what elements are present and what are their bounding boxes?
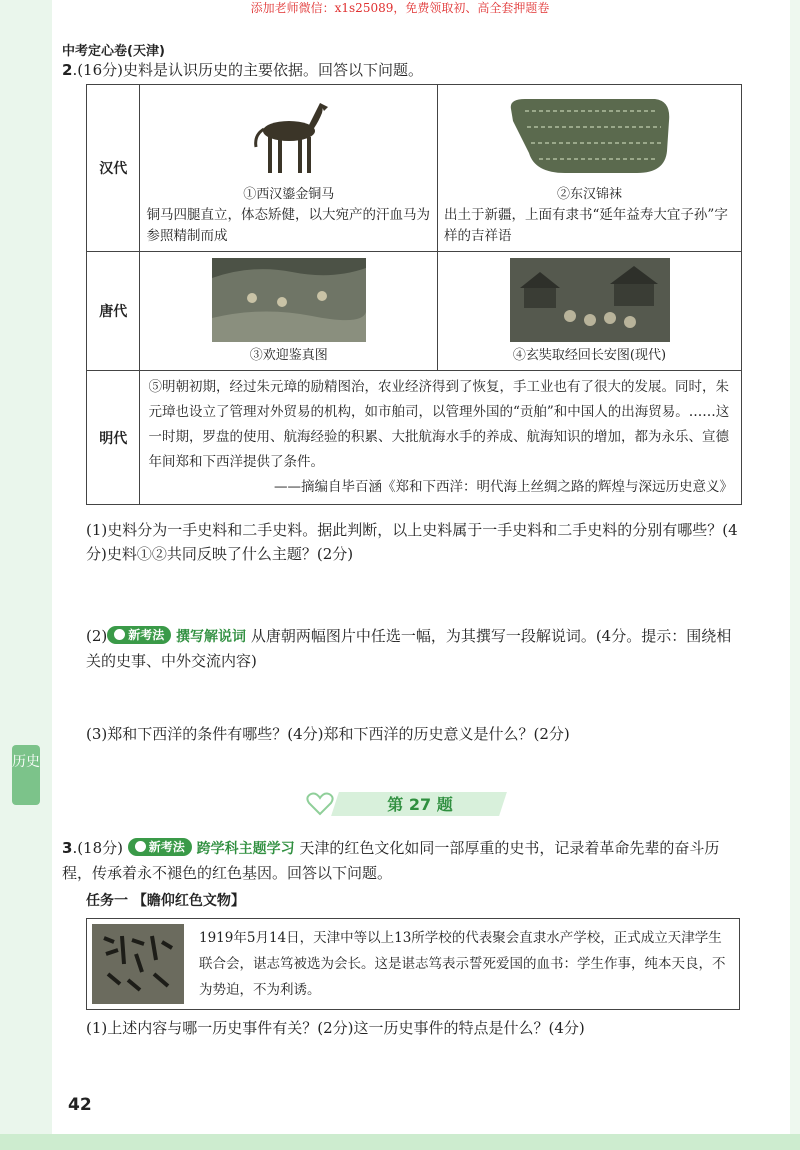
question-3-intro <box>62 836 742 885</box>
red-relic-box <box>86 918 740 1010</box>
question-2-intro <box>62 58 742 82</box>
section-title <box>305 788 505 818</box>
bronze-horse-image <box>244 91 334 181</box>
question-2-text: .(16分)史料是认识历史的主要依据。回答以下问题。 <box>72 61 423 79</box>
image-caption: ③欢迎鉴真图 <box>249 348 328 363</box>
jianzhen-welcome-image <box>212 258 366 342</box>
page-frame-right <box>790 0 800 1150</box>
watermark: 添加老师微信：x1s25089，免费领取初、高全套押题卷 <box>250 1 550 15</box>
badge-label: 新考法 <box>148 840 185 854</box>
question-score: .(18分) <box>72 839 123 857</box>
question-3-sub-1: (1)上述内容与哪一历史事件有关？(2分)这一历史事件的特点是什么？(4分) <box>86 1019 585 1037</box>
era-label: 汉代 <box>87 85 140 252</box>
question-number: 2 <box>62 61 73 79</box>
method-tag: 跨学科主题学习 <box>196 841 295 857</box>
source-citation: ——摘编自毕百涵《郑和下西洋：明代海上丝绸之路的辉煌与深远历史意义》 <box>274 479 733 495</box>
image-caption: ④玄奘取经回长安图(现代) <box>512 348 667 363</box>
table-row-tang <box>87 252 742 371</box>
badge-icon <box>135 841 146 852</box>
image-caption: ②东汉锦袜 <box>557 187 623 202</box>
page-frame-bottom <box>0 1134 800 1150</box>
relic-description: 1919年5月14日，天津中等以上13所学校的代表聚会直隶水产学校，正式成立天津学生联合会，谌志笃被选为会长。这是谌志笃表示誓死爱国的血书：学生作事，纯本天良，不为势迫，不为利诱。 <box>199 930 726 998</box>
source-cell-5 <box>140 371 742 505</box>
xuanzang-return-image <box>510 258 670 342</box>
header-title: 中考定心卷(天津) <box>62 44 165 59</box>
task-heading: 任务一 【瞻仰红色文物】 <box>86 893 245 909</box>
question-3-text: 天津的红色文化如同一部厚重的史书，记录着革命先辈的奋斗历程，传承着永不褪色的红色基因。回答以下问题。 <box>62 839 720 882</box>
new-method-badge <box>107 626 171 644</box>
era-label: 明代 <box>87 371 140 505</box>
sub-question-text: 从唐朝两幅图片中任选一幅，为其撰写一段解说词。(4分。提示：围绕相关的史事、中外交流内容) <box>86 627 732 670</box>
question-number: 3 <box>62 839 73 857</box>
new-method-badge <box>128 838 192 856</box>
question-2-sub-1: (1)史料分为一手史料和二手史料。据此判断，以上史料属于一手史料和二手史料的分别有哪些？(4分)史料①②共同反映了什么主题？(2分) <box>86 521 738 563</box>
ming-text: ⑤明朝初期，经过朱元璋的励精图治，农业经济得到了恢复，手工业也有了很大的发展。同时，朱元璋也设立了管理对外贸易的机构，如市舶司，以管理外国的“贡舶”和中国人的出海贸易。……这一时期，罗盘的使用、航海经验的积累、大批航海水手的养成、航海知识的增加，都为永乐、宣德年间郑和下西洋提供了条件。 <box>148 379 730 470</box>
subject-side-tab: 历史 <box>12 745 40 805</box>
sub-question-prefix: (2) <box>86 627 108 645</box>
source-cell-3 <box>140 252 438 371</box>
era-label: 唐代 <box>87 252 140 371</box>
image-description: 铜马四腿直立，体态矫健，以大宛产的汗血马为参照精制而成 <box>146 207 430 244</box>
source-table <box>86 84 742 505</box>
table-row-han <box>87 85 742 252</box>
section-title-text: 第 27 题 <box>387 795 453 814</box>
question-2-sub-2 <box>86 624 742 673</box>
page-number: 42 <box>68 1095 92 1115</box>
badge-icon <box>114 629 125 640</box>
image-description: 出土于新疆，上面有隶书“延年益寿大宜子孙”字样的吉祥语 <box>444 207 728 244</box>
image-caption: ①西汉鎏金铜马 <box>243 187 335 202</box>
brocade-sock-image <box>505 91 675 181</box>
blood-letter-image <box>92 924 184 1004</box>
question-2-sub-3: (3)郑和下西洋的条件有哪些？(4分)郑和下西洋的历史意义是什么？(2分) <box>86 725 570 743</box>
source-cell-1 <box>140 85 438 252</box>
method-tag: 撰写解说词 <box>176 629 247 645</box>
badge-label: 新考法 <box>128 628 165 642</box>
page-frame-left <box>0 0 52 1150</box>
page-header <box>52 40 786 59</box>
source-cell-2 <box>438 85 742 252</box>
table-row-ming <box>87 371 742 505</box>
source-cell-4 <box>438 252 742 371</box>
